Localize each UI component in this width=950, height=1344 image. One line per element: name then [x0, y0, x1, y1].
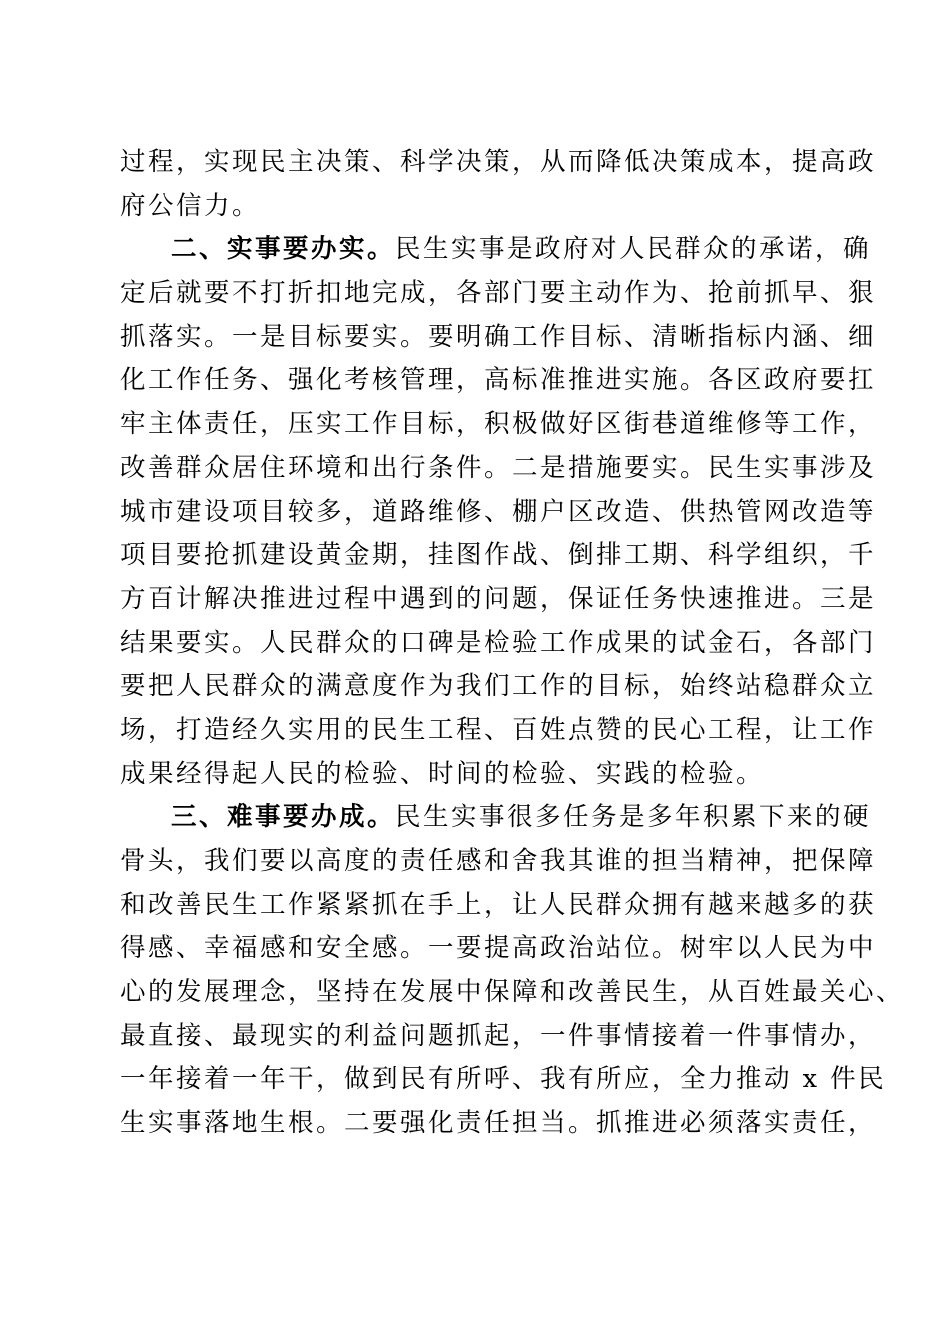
- paragraph-2-line: 场，打造经久实用的民生工程、百姓点赞的民心工程，让工作: [120, 714, 877, 745]
- paragraph-3-line: 最直接、最现实的利益问题抓起，一件事情接着一件事情办，: [120, 1020, 877, 1051]
- section-heading-2: 二、实事要办实。: [171, 234, 396, 265]
- paragraph-1-line: 府公信力。: [120, 190, 261, 221]
- paragraph-2-line: 结果要实。人民群众的口碑是检验工作成果的试金石，各部门: [120, 627, 877, 658]
- paragraph-2-line: 项目要抢抓建设黄金期，挂图作战、倒排工期、科学组织，千: [120, 540, 877, 571]
- paragraph-3-line: 骨头，我们要以高度的责任感和舍我其谁的担当精神，把保障: [120, 846, 877, 876]
- paragraph-3-first-line-text: 民生实事很多任务是多年积累下来的硬: [395, 802, 872, 833]
- paragraph-2-line: 抓落实。一是目标要实。要明确工作目标、清晰指标内涵、细: [120, 321, 877, 352]
- paragraph-2-line: 方百计解决推进过程中遇到的问题，保证任务快速推进。三是: [120, 583, 877, 614]
- paragraph-2-line: 定后就要不打折扣地完成，各部门要主动作为、抢前抓早、狠: [120, 278, 877, 309]
- paragraph-2-line: 要把人民群众的满意度作为我们工作的目标，始终站稳群众立: [120, 671, 877, 702]
- paragraph-3-line: 心的发展理念，坚持在发展中保障和改善民生，从百姓最关心、: [120, 977, 905, 1008]
- paragraph-3-line: 和改善民生工作紧紧抓在手上，让人民群众拥有越来越多的获: [120, 889, 877, 920]
- paragraph-2-line: 城市建设项目较多，道路维修、棚户区改造、供热管网改造等: [120, 496, 877, 527]
- document-body: [120, 141, 905, 1146]
- paragraph-2-line: 改善群众居住环境和出行条件。二是措施要实。民生实事涉及: [120, 452, 877, 483]
- paragraph-2-line: 化工作任务、强化考核管理，高标准推进实施。各区政府要扛: [120, 365, 877, 396]
- paragraph-2-first-line: [120, 228, 872, 272]
- paragraph-2-line: 牢主体责任，压实工作目标，积极做好区街巷道维修等工作，: [120, 409, 877, 440]
- paragraph-2-first-line-text: 民生实事是政府对人民群众的承诺，确: [395, 234, 872, 265]
- paragraph-2-line: 成果经得起人民的检验、时间的检验、实践的检验。: [120, 758, 765, 789]
- paragraph-3-line: 一年接着一年干，做到民有所呼、我有所应，全力推动 x 件民: [120, 1064, 887, 1095]
- paragraph-1-line: 过程，实现民主决策、科学决策，从而降低决策成本，提高政: [120, 147, 877, 177]
- paragraph-3-line: 得感、幸福感和安全感。一要提高政治站位。树牢以人民为中: [120, 933, 877, 964]
- paragraph-3-line: 生实事落地生根。二要强化责任担当。抓推进必须落实责任，: [120, 1108, 877, 1139]
- section-heading-3: 三、难事要办成。: [171, 802, 396, 833]
- paragraph-3-first-line: [120, 796, 872, 840]
